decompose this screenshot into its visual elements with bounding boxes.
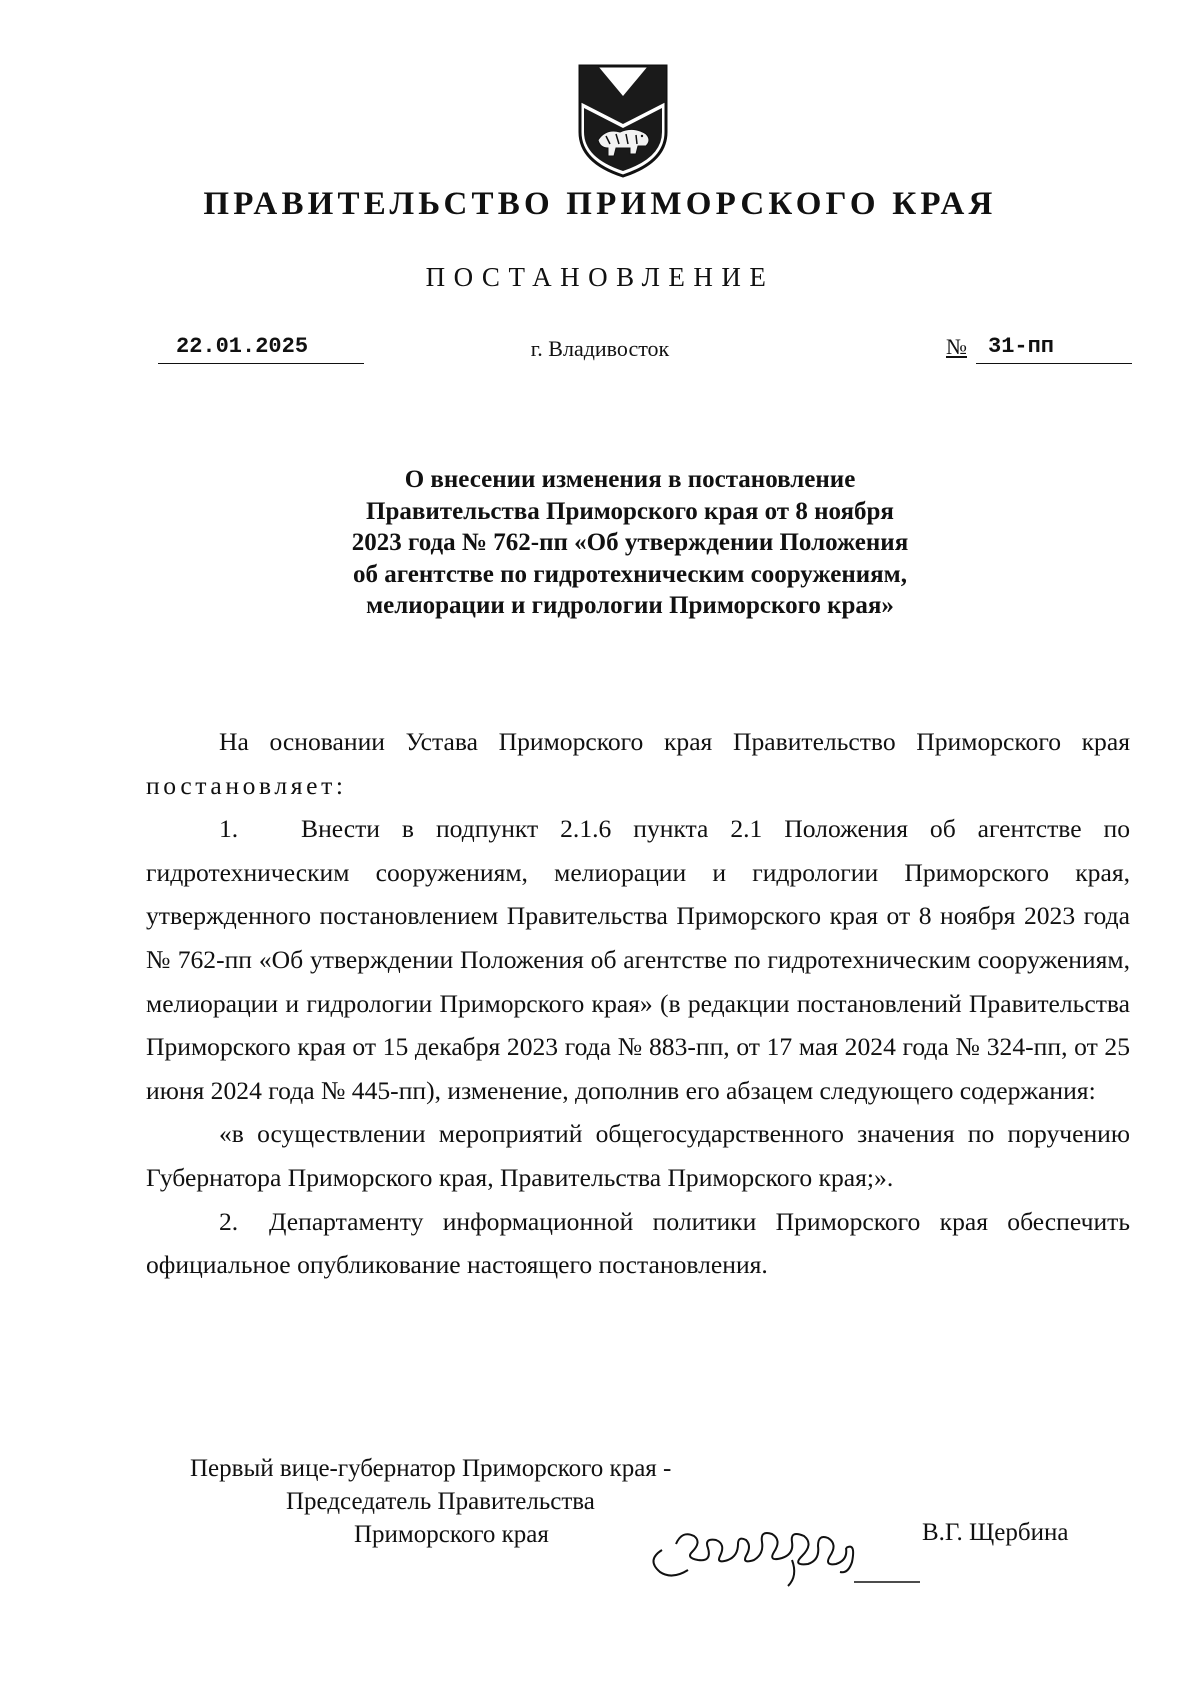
subject-line: об агентстве по гидротехническим сооружениям,: [353, 560, 907, 588]
item-2-paragraph: [146, 1200, 1130, 1287]
preamble-action: постановляет:: [146, 770, 347, 800]
document-city: г. Владивосток: [530, 336, 670, 361]
signatory-position: [190, 1452, 671, 1551]
position-line: Председатель Правительства: [286, 1488, 595, 1515]
item-1-quote-paragraph: «в осуществлении мероприятий общегосударственного значения по поручению Губернатора Приморского края, Правительства Приморского края;».: [146, 1119, 1130, 1192]
signer-name: В.Г. Щербина: [922, 1519, 1069, 1546]
handwritten-signature: [642, 1500, 924, 1592]
document-body: [146, 720, 1130, 1287]
item-1-paragraph: [146, 807, 1130, 1112]
document-subject: [290, 464, 970, 622]
coat-of-arms-icon: [576, 62, 670, 180]
position-line: Приморского края: [354, 1521, 549, 1548]
organization-title: ПРАВИТЕЛЬСТВО ПРИМОРСКОГО КРАЯ: [203, 186, 997, 222]
subject-line: мелиорации и гидрологии Приморского края»: [366, 592, 894, 619]
preamble-text: На основании Устава Приморского края Правительство Приморского края: [219, 727, 1130, 756]
document-number-block: [946, 334, 1132, 364]
subject-line: 2023 года № 762-пп «Об утверждении Положения: [351, 529, 909, 556]
item-2-text: Департаменту информационной политики Приморского края обеспечить официальное опубликование настоящего постановления.: [146, 1206, 1130, 1280]
subject-line: Правительства Приморского края от 8 ноября: [366, 497, 894, 525]
preamble-paragraph: [146, 720, 1130, 807]
subject-line: О внесении изменения в постановление: [404, 466, 856, 493]
number-sign: №: [946, 334, 967, 359]
item-1-number: 1.: [219, 814, 239, 844]
document-number: 31-пп: [976, 334, 1132, 364]
item-1-text: Внести в подпункт 2.1.6 пункта 2.1 Положения об агентстве по гидротехническим сооружениям, мелиорации и гидрологии Приморского края, утвержденного постановлением Правительства Приморского края от 8 ноября 2023 года № 762-пп «Об утверждении Положения об агентстве по гидротехническим сооружениям, мелиорации и гидрологии Приморского края» (в редакции постановлений Правительства Приморского края от 15 декабря 2023 года № 883-пп, от 17 мая 2024 года № 324-пп, от 25 июня 2024 года № 445-пп), изменение, дополнив его абзацем следующего содержания:: [146, 814, 1130, 1105]
item-2-number: 2.: [219, 1206, 239, 1236]
document-date: 22.01.2025: [158, 334, 364, 364]
document-type: ПОСТАНОВЛЕНИЕ: [425, 262, 775, 292]
position-line: Первый вице-губернатор Приморского края -: [190, 1455, 672, 1482]
